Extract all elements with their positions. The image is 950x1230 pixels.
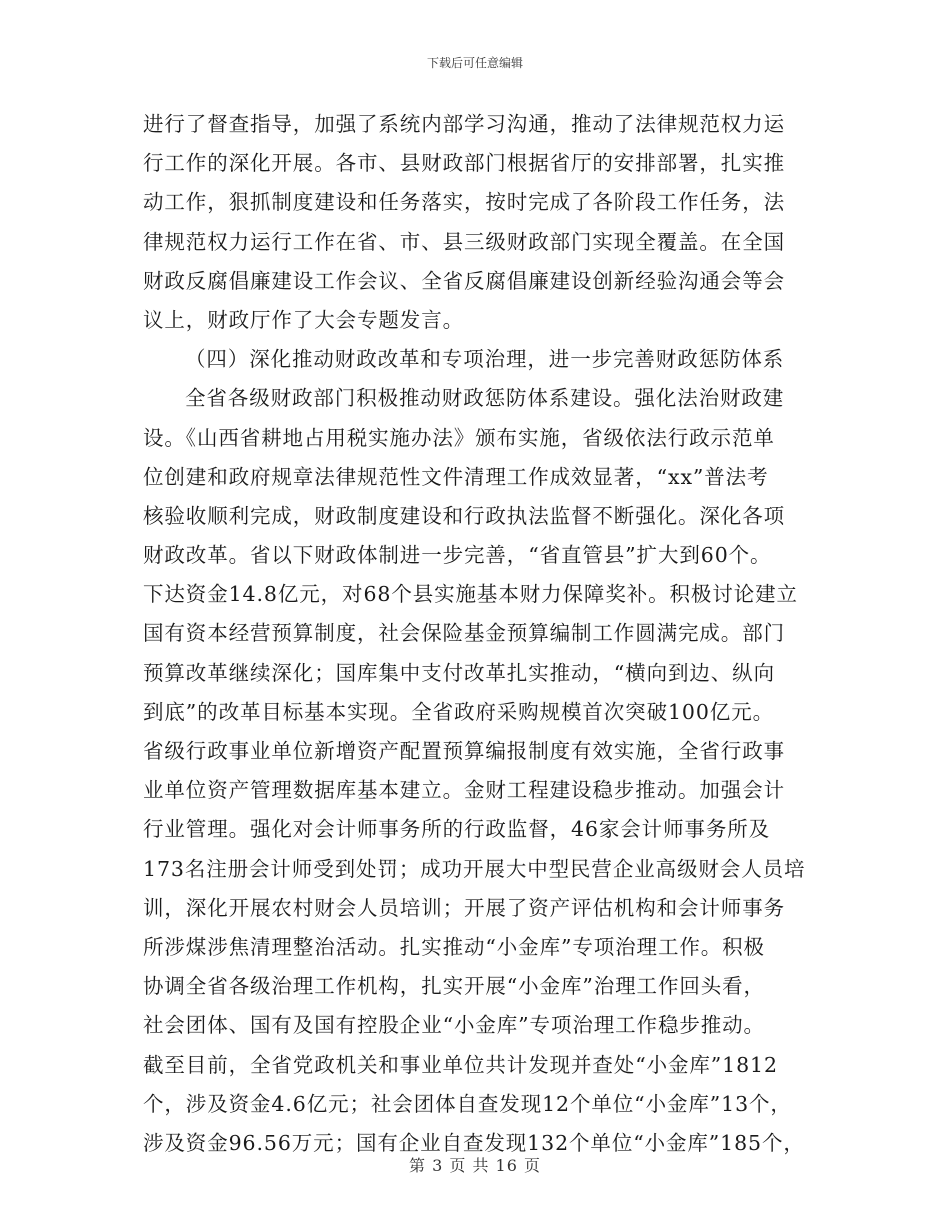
- text-line: 全省各级财政部门积极推动财政惩防体系建设。强化法治财政建: [185, 386, 785, 411]
- text-line: 训，深化开展农村财会人员培训；开展了资产评估机构和会计师事务: [143, 895, 785, 920]
- text-line: 议上，财政厅作了大会专题发言。: [143, 307, 464, 332]
- section-heading: （四）深化推动财政改革和专项治理，进一步完善财政惩防体系: [185, 347, 785, 372]
- text-line: 设。《山西省耕地占用税实施办法》颁布实施，省级依法行政示范单: [143, 425, 775, 450]
- page-number: 第 3 页 共 16 页: [409, 1156, 541, 1175]
- text-line: 到底”的改革目标基本实现。全省政府采购规模首次突破100亿元。: [143, 699, 775, 724]
- text-line: 国有资本经营预算制度，社会保险基金预算编制工作圆满完成。部门: [143, 621, 785, 646]
- text-line: 173名注册会计师受到处罚；成功开展大中型民营企业高级财会人员培: [143, 856, 806, 881]
- text-line: 行业管理。强化对会计师事务所的行政监督，46家会计师事务所及: [143, 817, 771, 842]
- text-line: 省级行政事业单位新增资产配置预算编报制度有效实施，全省行政事: [143, 739, 785, 763]
- text-line: 财政改革。省以下财政体制进一步完善，“省直管县”扩大到60个。: [143, 543, 772, 568]
- text-line: 社会团体、国有及国有控股企业“小金库”专项治理工作稳步推动。: [143, 1013, 765, 1038]
- text-line: 位创建和政府规章法律规范性文件清理工作成效显著，“xx”普法考: [143, 464, 769, 489]
- text-line: 预算改革继续深化；国库集中支付改革扎实推动，“横向到边、纵向: [143, 660, 775, 685]
- text-line: 财政反腐倡廉建设工作会议、全省反腐倡廉建设创新经验沟通会等会: [143, 268, 785, 293]
- text-line: 涉及资金96.56万元；国有企业自查发现132个单位“小金库”185个，: [143, 1130, 805, 1155]
- text-line: 律规范权力运行工作在省、市、县三级财政部门实现全覆盖。在全国: [143, 229, 785, 254]
- text-line: 协调全省各级治理工作机构，扎实开展“小金库”治理工作回头看，: [143, 974, 765, 999]
- text-line: 行工作的深化开展。各市、县财政部门根据省厅的安排部署，扎实推: [143, 151, 785, 176]
- text-line: 业单位资产管理数据库基本建立。金财工程建设稳步推动。加强会计: [143, 778, 785, 803]
- text-line: 个，涉及资金4.6亿元；社会团体自查发现12个单位“小金库”13个，: [143, 1091, 792, 1116]
- document-body: [143, 105, 823, 1163]
- text-line: 截至目前，全省党政机关和事业单位共计发现并查处“小金库”1812: [143, 1052, 778, 1077]
- text-line: 动工作，狠抓制度建设和任务落实，按时完成了各阶段工作任务，法: [143, 190, 785, 215]
- text-line: 所涉煤涉焦清理整治活动。扎实推动“小金库”专项治理工作。积极: [143, 934, 765, 959]
- text-line: 进行了督查指导，加强了系统内部学习沟通，推动了法律规范权力运: [143, 112, 785, 136]
- page-header: 下载后可任意编辑: [426, 56, 523, 70]
- text-line: 核验收顺利完成，财政制度建设和行政执法监督不断强化。深化各项: [143, 503, 785, 528]
- text-line: 下达资金14.8亿元，对68个县实施基本财力保障奖补。积极讨论建立: [143, 582, 798, 607]
